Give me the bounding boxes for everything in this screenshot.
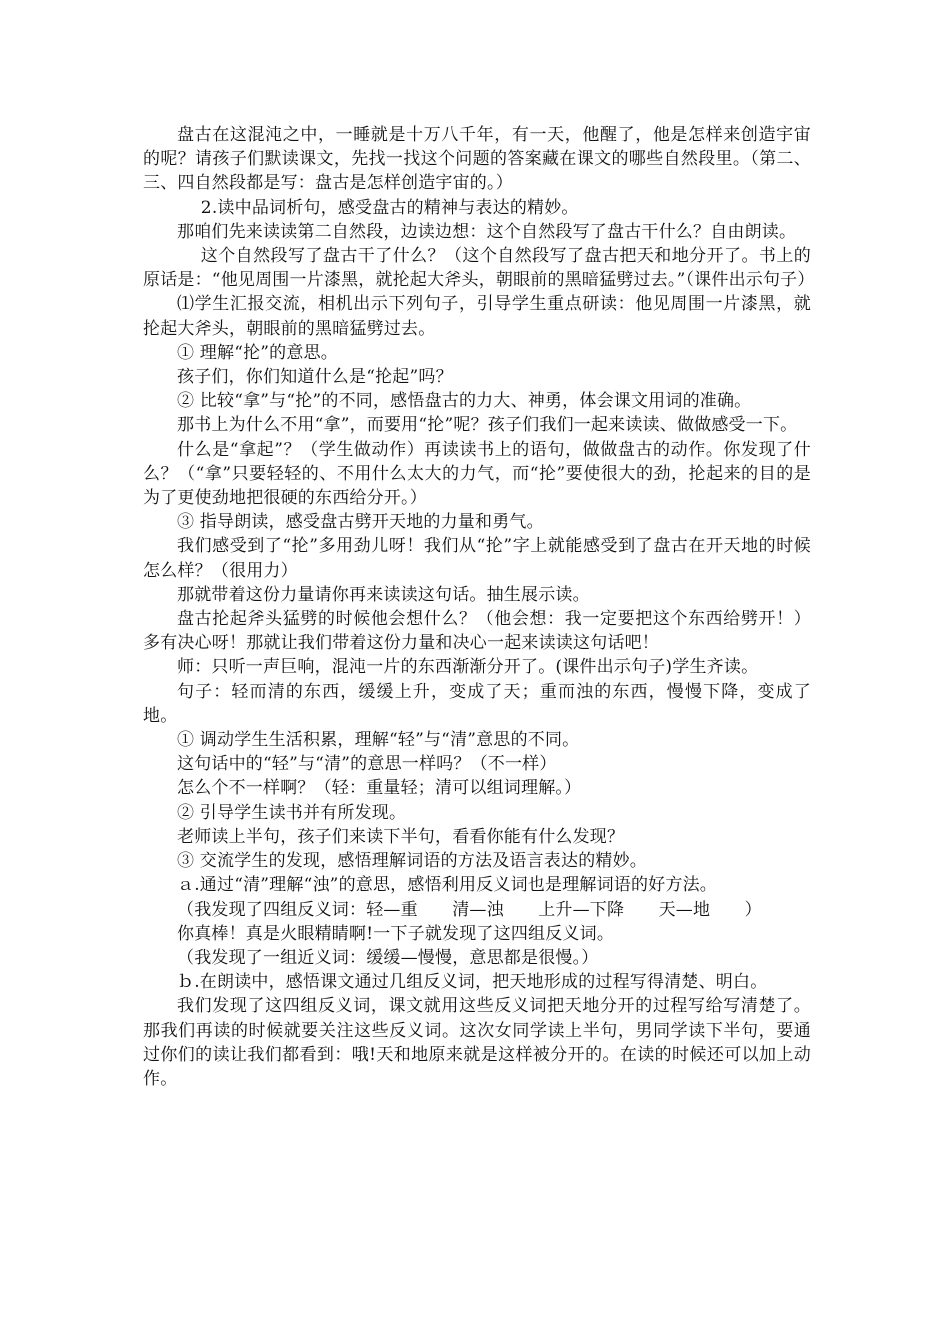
paragraph: 那书上为什么不用“拿”，而要用“抡”呢？孩子们我们一起来读读、做做感受一下。 <box>177 415 798 436</box>
paragraph: 我们感受到了“抡”多用劲儿呀！我们从“抡”字上就能感受到了盘古在开天地的时候怎么样？（很用力） <box>143 536 811 581</box>
document-body <box>143 123 815 1091</box>
list-item: ① 理解“抡”的意思。 <box>177 342 338 363</box>
paragraph: 孩子们，你们知道什么是“抡起”吗？ <box>177 367 453 388</box>
paragraph: 盘古抡起斧头猛劈的时候他会想什么？（他会想：我一定要把这个东西给劈开！）多有决心呀！那就让我们带着这份力量和决心一起来读读这句话吧！ <box>143 609 811 654</box>
paragraph: 那就带着这份力量请你再来读读这句话。抽生展示读。 <box>177 584 590 605</box>
sub-item: ｂ.在朗读中，感悟课文通过几组反义词，把天地形成的过程写得清楚、明白。 <box>177 972 768 993</box>
paragraph: 你真棒！真是火眼精睛啊!一下子就发现了这四组反义词。 <box>177 923 615 944</box>
paragraph: （我发现了一组近义词：缓缓—慢慢，意思都是很慢。） <box>177 947 599 968</box>
paragraph: 盘古在这混沌之中，一睡就是十万八千年，有一天，他醒了，他是怎样来创造宇宙的呢？请孩子们默读课文，先找一找这个问题的答案藏在课文的哪些自然段里。（第二、三、四自然段都是写：盘古是怎样创造宇宙的。） <box>143 125 811 194</box>
paragraph: 这个自然段写了盘古干了什么？（这个自然段写了盘古把天和地分开了。书上的原话是：“他见周围一片漆黑，就抡起大斧头，朝眼前的黑暗猛劈过去。”（课件出示句子） <box>143 246 815 291</box>
paragraph: （我发现了四组反义词：轻—重 清—浊 上升—下降 天—地 ） <box>177 899 762 920</box>
paragraph: 师：只听一声巨响，混沌一片的东西渐渐分开了。(课件出示句子)学生齐读。 <box>177 657 759 678</box>
paragraph: 那咱们先来读读第二自然段，边读边想：这个自然段写了盘古干什么？自由朗读。 <box>177 221 797 242</box>
paragraph: 老师读上半句，孩子们来读下半句，看看你能有什么发现？ <box>177 826 625 847</box>
list-item: ② 比较“拿”与“抡”的不同，感悟盘古的力大、神勇，体会课文用词的准确。 <box>177 391 752 412</box>
list-item: ② 引导学生读书并有所发现。 <box>177 802 407 823</box>
paragraph: 什么是“拿起”？（学生做动作）再读读书上的语句，做做盘古的动作。你发现了什么？（“拿”只要轻轻的、不用什么太大的力气，而“抡”要使很大的劲，抡起来的目的是为了更使劲地把很硬的东西给分开。） <box>143 439 811 509</box>
section-heading: 2.读中品词析句，感受盘古的精神与表达的精妙。 <box>200 197 579 218</box>
list-item: ③ 指导朗读，感受盘古劈开天地的力量和勇气。 <box>177 512 544 533</box>
list-item: ① 调动学生生活积累，理解“轻”与“清”意思的不同。 <box>177 730 580 751</box>
sub-item: ａ.通过“清”理解“浊”的意思，感悟利用反义词也是理解词语的好方法。 <box>177 875 717 896</box>
paragraph: 句子：轻而清的东西，缓缓上升，变成了天；重而浊的东西，慢慢下降，变成了地。 <box>143 681 811 726</box>
paragraph: ⑴学生汇报交流，相机出示下列句子，引导学生重点研读：他见周围一片漆黑，就抡起大斧头，朝眼前的黑暗猛劈过去。 <box>143 294 811 339</box>
paragraph: 怎么个不一样啊？（轻：重量轻；清可以组词理解。） <box>177 778 582 799</box>
list-item: ③ 交流学生的发现，感悟理解词语的方法及语言表达的精妙。 <box>177 851 648 872</box>
paragraph: 我们发现了这四组反义词，课文就用这些反义词把天地分开的过程写给写清楚了。那我们再读的时候就要关注这些反义词。这次女同学读上半句，男同学读下半句，要通过你们的读让我们都看到：哦!天和地原来就是这样被分开的。在读的时候还可以加上动作。 <box>143 996 811 1089</box>
paragraph: 这句话中的“轻”与“清”的意思一样吗？（不一样） <box>177 754 557 775</box>
